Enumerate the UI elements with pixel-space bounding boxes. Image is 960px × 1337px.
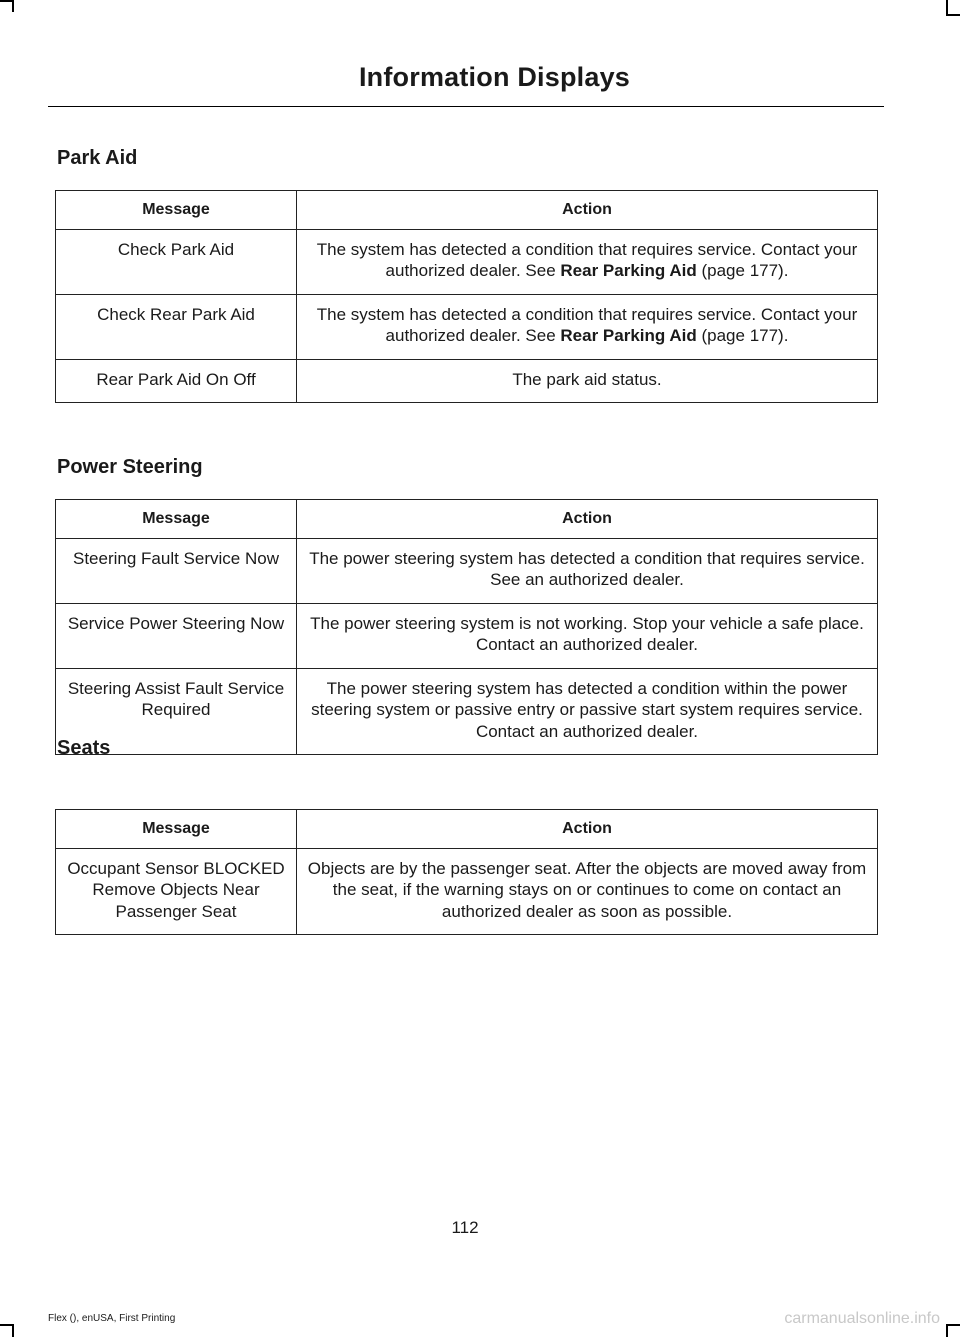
action-text: The system has detected a condition that requires service. Contact your authorized dealer. See (316, 239, 858, 280)
watermark: carmanualsonline.info (784, 1310, 940, 1327)
crop-mark (946, 0, 948, 14)
crop-mark (12, 0, 14, 12)
crop-mark (946, 14, 960, 16)
table-row (56, 538, 878, 603)
column-header-action: Action (297, 810, 878, 849)
action-cell: The park aid status. (297, 359, 878, 403)
message-cell: Rear Park Aid On Off (56, 359, 297, 403)
page-number: 112 (451, 1218, 479, 1237)
column-header-message: Message (56, 500, 297, 539)
message-cell: Service Power Steering Now (56, 603, 297, 668)
crop-mark (0, 0, 12, 2)
section-title-power-steering: Power Steering (57, 456, 203, 478)
message-cell: Check Rear Park Aid (56, 294, 297, 359)
crop-mark (0, 1324, 12, 1326)
column-header-message: Message (56, 810, 297, 849)
table-header-row (56, 500, 878, 539)
page-reference: (page 177). (696, 261, 789, 280)
crop-mark (946, 1324, 960, 1326)
table-row (56, 229, 878, 294)
cross-reference-link[interactable]: Rear Parking Aid (560, 261, 697, 280)
action-cell: Objects are by the passenger seat. After the objects are moved away from the seat, if the warning stays on or continues to come on contact an authorized dealer as soon as possible. (297, 848, 878, 935)
action-text: The system has detected a condition that requires service. Contact your authorized dealer. See (316, 304, 858, 345)
page-reference: (page 177). (696, 326, 789, 345)
table-row (56, 848, 878, 935)
park-aid-table (55, 190, 878, 403)
table-header-row (56, 191, 878, 230)
action-cell: The power steering system has detected a condition that requires service. See an authorized dealer. (297, 538, 878, 603)
table-row (56, 294, 878, 359)
table-row (56, 359, 878, 403)
section-title-seats: Seats (57, 737, 111, 759)
cross-reference-link[interactable]: Rear Parking Aid (560, 326, 697, 345)
page-header-title: Information Displays (358, 62, 630, 92)
power-steering-table (55, 499, 878, 755)
column-header-message: Message (56, 191, 297, 230)
seats-table (55, 809, 878, 935)
action-cell (297, 229, 878, 294)
message-cell: Check Park Aid (56, 229, 297, 294)
column-header-action: Action (297, 500, 878, 539)
crop-mark (946, 1324, 948, 1337)
table-row (56, 668, 878, 755)
footer-edition: Flex (), enUSA, First Printing (48, 1313, 176, 1324)
message-cell: Steering Fault Service Now (56, 538, 297, 603)
header-divider (48, 106, 884, 107)
action-cell: The power steering system has detected a condition within the power steering system or passive entry or passive start system requires service. Contact an authorized dealer. (297, 668, 878, 755)
action-cell (297, 294, 878, 359)
section-title-park-aid: Park Aid (57, 147, 138, 169)
crop-mark (12, 1324, 14, 1337)
message-cell: Steering Assist Fault Service Required (56, 668, 297, 755)
action-cell: The power steering system is not working. Stop your vehicle a safe place. Contact an authorized dealer. (297, 603, 878, 668)
table-row (56, 603, 878, 668)
message-cell: Occupant Sensor BLOCKED Remove Objects Near Passenger Seat (56, 848, 297, 935)
table-header-row (56, 810, 878, 849)
column-header-action: Action (297, 191, 878, 230)
